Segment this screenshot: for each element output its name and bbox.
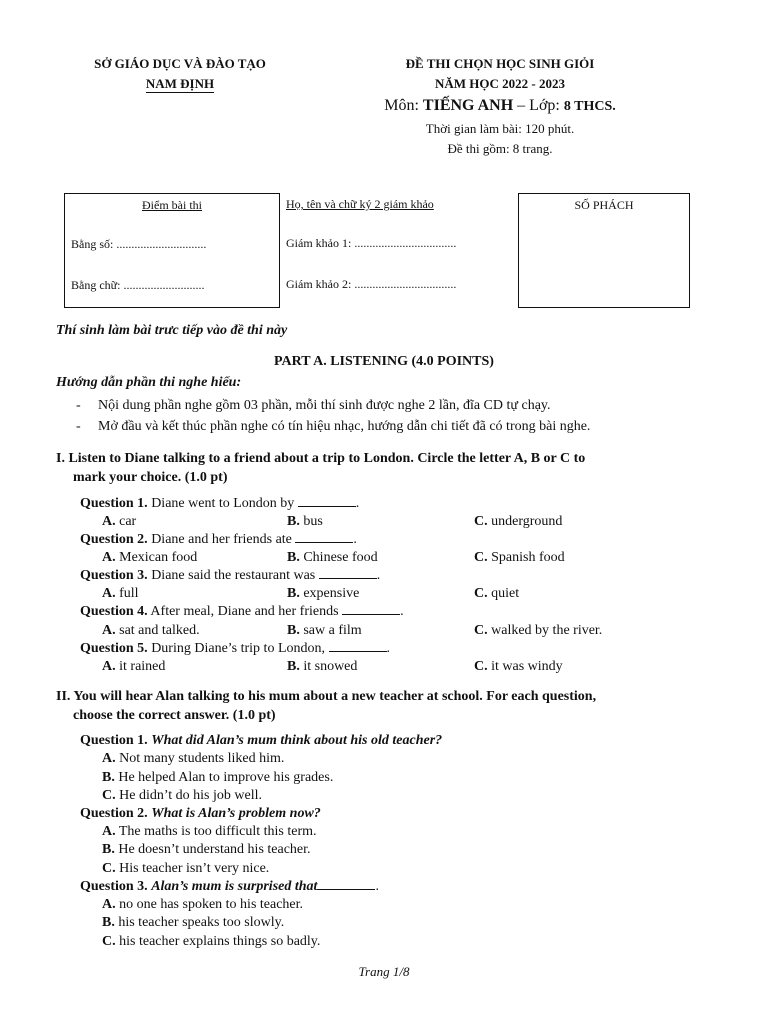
option-b[interactable]: B. his teacher speaks too slowly.	[102, 915, 285, 930]
option-c[interactable]: C. it was windy	[474, 659, 563, 674]
score-numeric-field: Bằng số: ..............................	[71, 237, 207, 251]
section-1-line1: I. Listen to Diane talking to a friend about a trip to London. Circle the letter A, B or C to	[56, 451, 586, 466]
section-2-line2: choose the correct answer. (1.0 pt)	[73, 708, 276, 723]
section-1-heading	[56, 449, 716, 487]
answer-blank	[329, 641, 387, 652]
question-item: Question 4. After meal, Diane and her friends .	[80, 604, 404, 619]
option-b[interactable]: B. it snowed	[287, 659, 358, 674]
option-a[interactable]: A. The maths is too difficult this term.	[102, 824, 317, 839]
listening-guide-heading: Hướng dẫn phần thi nghe hiểu:	[56, 375, 242, 390]
exam-time: Thời gian làm bài: 120 phút.	[425, 121, 575, 136]
guide-note: - Nội dung phần nghe gồm 03 phần, mỗi thí sinh được nghe 2 lần, đĩa CD tự chạy.	[76, 398, 551, 413]
question-item: Question 1. What did Alan’s mum think about his old teacher?	[80, 733, 443, 748]
option-c[interactable]: C. underground	[474, 514, 563, 529]
part-a-title: PART A. LISTENING (4.0 POINTS)	[274, 354, 494, 369]
grade-label: 8 THCS.	[563, 99, 616, 114]
score-box-title: Điểm bài thi	[142, 198, 202, 212]
option-a[interactable]: A. no one has spoken to his teacher.	[102, 897, 304, 912]
question-item: Question 3. Alan’s mum is surprised that .	[80, 879, 379, 894]
option-c[interactable]: C. quiet	[474, 586, 520, 601]
option-a[interactable]: A. sat and talked.	[102, 623, 200, 638]
question-item: Question 2. What is Alan’s problem now?	[80, 806, 321, 821]
option-b[interactable]: B. Chinese food	[287, 550, 378, 565]
section-1-line2: mark your choice. (1.0 pt)	[73, 470, 228, 485]
score-words-field: Bằng chữ: ...........................	[71, 278, 205, 292]
page-number: Trang 1/8	[358, 964, 410, 979]
question-item: Question 5. During Diane’s trip to London, .	[80, 641, 390, 656]
examiner2-field: Giám khảo 2: ..................................	[286, 277, 457, 291]
option-b[interactable]: B. He helped Alan to improve his grades.	[102, 770, 334, 785]
option-c[interactable]: C. His teacher isn’t very nice.	[102, 861, 270, 876]
subject-line	[355, 94, 645, 119]
examiner1-field: Giám khảo 1: ..................................	[286, 236, 457, 250]
option-a[interactable]: A. full	[102, 586, 139, 601]
subject-suffix: – Lớp:	[513, 97, 564, 114]
examiner-box	[280, 193, 492, 306]
province-name: NAM ĐỊNH	[145, 76, 215, 91]
option-b[interactable]: B. He doesn’t understand his teacher.	[102, 842, 311, 857]
answer-blank	[342, 604, 400, 615]
department-name: SỞ GIÁO DỤC VÀ ĐÀO TẠO	[94, 56, 266, 71]
school-year: NĂM HỌC 2022 - 2023	[435, 76, 565, 91]
subject-prefix: Môn:	[384, 97, 423, 114]
option-b[interactable]: B. bus	[287, 514, 323, 529]
exam-pages: Đề thi gồm: 8 trang.	[447, 141, 553, 156]
option-c[interactable]: C. his teacher explains things so badly.	[102, 934, 321, 949]
answer-blank	[319, 568, 377, 579]
option-c[interactable]: C. walked by the river.	[474, 623, 603, 638]
candidate-instruction: Thí sinh làm bài trưc tiếp vào đề thi này	[56, 323, 288, 338]
option-b[interactable]: B. saw a film	[287, 623, 362, 638]
answer-blank	[295, 532, 353, 543]
question-item: Question 1. Diane went to London by .	[80, 496, 360, 511]
answer-blank	[317, 879, 375, 890]
guide-note: - Mở đầu và kết thúc phần nghe có tín hiệu nhạc, hướng dẫn chi tiết đã có trong bài nghe.	[76, 419, 591, 434]
option-c[interactable]: C. Spanish food	[474, 550, 565, 565]
examiner-box-title: Họ, tên và chữ ký 2 giám khảo	[286, 197, 434, 211]
section-2-heading	[56, 687, 716, 725]
option-b[interactable]: B. expensive	[287, 586, 360, 601]
option-a[interactable]: A. car	[102, 514, 137, 529]
code-box	[518, 193, 690, 308]
option-a[interactable]: A. Not many students liked him.	[102, 751, 285, 766]
option-a[interactable]: A. it rained	[102, 659, 166, 674]
answer-blank	[298, 496, 356, 507]
option-a[interactable]: A. Mexican food	[102, 550, 198, 565]
score-box	[64, 193, 280, 308]
section-2-line1: II. You will hear Alan talking to his mum about a new teacher at school. For each question,	[56, 689, 597, 704]
question-item: Question 2. Diane and her friends ate .	[80, 532, 357, 547]
exam-header	[355, 54, 645, 159]
subject-name: TIẾNG ANH	[422, 97, 514, 114]
code-box-title: SỐ PHÁCH	[574, 198, 634, 212]
question-item: Question 3. Diane said the restaurant was .	[80, 568, 381, 583]
exam-title: ĐỀ THI CHỌN HỌC SINH GIỎI	[405, 56, 595, 71]
option-c[interactable]: C. He didn’t do his job well.	[102, 788, 262, 803]
department-header	[80, 54, 280, 94]
